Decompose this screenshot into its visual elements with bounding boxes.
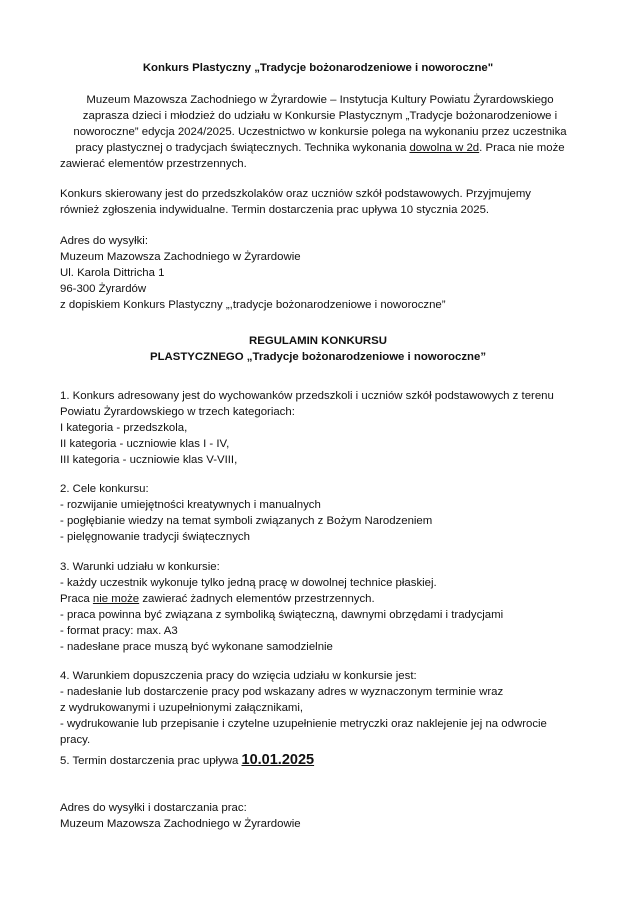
regulamin-title-1: REGULAMIN KONKURSU	[249, 335, 387, 347]
deadline-date: 10.01.2025	[241, 752, 315, 768]
address-line-1: Muzeum Mazowsza Zachodniego w Żyrardowie	[60, 251, 301, 263]
sec2-line-3: - pogłębianie wiedzy na temat symboli związanych z Bożym Narodzeniem	[60, 515, 433, 527]
sec1-line-5: III kategoria - uczniowie klas V-VIII,	[60, 454, 238, 466]
sec1-line-1: 1. Konkurs adresowany jest do wychowanków przedszkoli i uczniów szkół podstawowych z terenu	[60, 390, 554, 402]
sec3-line-3-a: Praca	[60, 593, 93, 605]
sec3-line-3	[60, 591, 580, 607]
footer-line-2: Muzeum Mazowsza Zachodniego w Żyrardowie	[60, 818, 301, 830]
regulamin-heading	[0, 333, 636, 365]
sec4-line-5: pracy.	[60, 734, 91, 746]
intro-technique-underlined: dowolna w 2d	[409, 142, 480, 154]
intro-line-5: zawierać elementów przestrzennych.	[60, 158, 247, 170]
sec4-line-4: - wydrukowanie lub przepisanie i czytelne uzupełnienie metryczki oraz naklejenie jej na odwrocie	[60, 718, 547, 730]
regulamin-title-2: PLASTYCZNEGO „Tradycje bożonarodzeniowe i noworoczne”	[149, 351, 487, 363]
sec3-line-6: - nadesłane prace muszą być wykonane samodzielnie	[60, 641, 333, 653]
section-2	[60, 481, 580, 545]
sec3-line-3-b: zawierać żadnych elementów przestrzennych.	[139, 593, 375, 605]
audience-paragraph	[60, 186, 580, 218]
sec2-line-4: - pielęgnowanie tradycji świątecznych	[60, 531, 250, 543]
intro-line-4-b: . Praca nie może	[479, 142, 565, 154]
sec1-line-2: Powiatu Żyrardowskiego w trzech kategoriach:	[60, 406, 295, 418]
sec5-text: 5. Termin dostarczenia prac upływa	[60, 755, 242, 767]
sec2-line-1: 2. Cele konkursu:	[60, 483, 149, 495]
sec3-line-4: - praca powinna być związana z symboliką świąteczną, dawnymi obrzędami i tradycjami	[60, 609, 504, 621]
audience-line-2: również zgłoszenia indywidualne. Termin dostarczenia prac upływa 10 stycznia 2025.	[60, 204, 490, 216]
section-4	[60, 668, 580, 748]
footer-line-1: Adres do wysyłki i dostarczania prac:	[60, 802, 247, 814]
intro-line-4	[60, 140, 580, 156]
sec1-line-4: II kategoria - uczniowie klas I - IV,	[60, 438, 230, 450]
intro-line-1: Muzeum Mazowsza Zachodniego w Żyrardowie – Instytucja Kultury Powiatu Żyrardowskiego	[86, 94, 554, 106]
sec3-line-5: - format pracy: max. A3	[60, 625, 178, 637]
intro-line-3: noworoczne” edycja 2024/2025. Uczestnictwo w konkursie polega na wykonaniu przez uczestnika	[73, 126, 567, 138]
section-3	[60, 559, 580, 655]
sec4-line-1: 4. Warunkiem dopuszczenia pracy do wzięcia udziału w konkursie jest:	[60, 670, 417, 682]
sec3-underlined-nie-moze: nie może	[92, 593, 140, 605]
sec3-line-1: 3. Warunki udziału w konkursie:	[60, 561, 220, 573]
sec4-line-2: - nadesłanie lub dostarczenie pracy pod wskazany adres w wyznaczonym terminie wraz	[60, 686, 504, 698]
document-title: Konkurs Plastyczny „Tradycje bożonarodzeniowe i noworoczne"	[142, 62, 494, 74]
audience-line-1: Konkurs skierowany jest do przedszkolaków oraz uczniów szkół podstawowych. Przyjmujemy	[60, 188, 531, 200]
sec1-line-3: I kategoria - przedszkola,	[60, 422, 188, 434]
address-line-2: Ul. Karola Dittricha 1	[60, 267, 165, 279]
address-block	[60, 233, 580, 313]
address-heading: Adres do wysyłki:	[60, 235, 148, 247]
intro-paragraph	[60, 92, 580, 172]
address-line-4: z dopiskiem Konkurs Plastyczny „,tradycje bożonarodzeniowe i noworoczne”	[60, 299, 446, 311]
intro-line-4-a: pracy plastycznej o tradycjach świątecznych. Technika wykonania	[75, 142, 410, 154]
section-5	[60, 752, 580, 769]
sec3-line-2: - każdy uczestnik wykonuje tylko jedną pracę w dowolnej technice płaskiej.	[60, 577, 437, 589]
intro-line-2: zaprasza dzieci i młodzież do udziału w Konkursie Plastycznym „Tradycje bożonarodzeniowe i	[82, 110, 558, 122]
footer-address	[60, 800, 580, 832]
address-line-3: 96-300 Żyrardów	[60, 283, 147, 295]
section-1	[60, 388, 580, 468]
sec4-line-3: z wydrukowanymi i uzupełnionymi załącznikami,	[60, 702, 304, 714]
sec2-line-2: - rozwijanie umiejętności kreatywnych i manualnych	[60, 499, 321, 511]
